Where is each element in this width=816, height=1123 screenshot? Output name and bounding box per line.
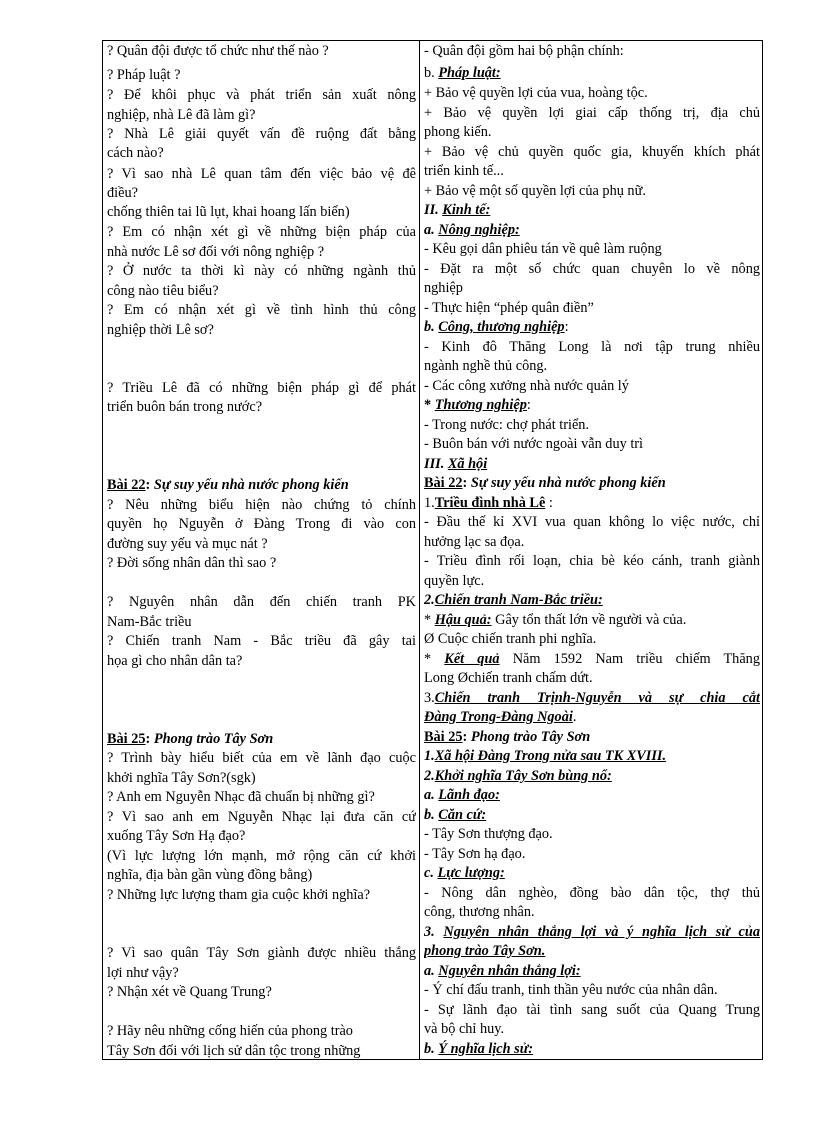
answer-line [424,181,760,201]
section-label: Lãnh đạo: [438,787,500,803]
line-text: cách nào? [107,145,164,161]
answer-line [424,824,760,844]
answer-line [424,259,760,279]
lesson-separator: : [462,729,471,745]
section-heading [424,610,760,630]
line-text: ? Em có nhận xét gì về những biện pháp của [107,224,416,240]
lesson-title: Sự suy yếu nhà nước phong kiến [153,477,349,493]
line-text: ? Vì sao anh em Nguyễn Nhạc lại đưa căn cứ [107,809,416,825]
question-line [107,65,416,85]
question-line [107,378,416,398]
line-text: ? Hãy nêu những cống hiến của phong trào [107,1023,353,1039]
question-line [107,826,416,846]
line-text: - Trong nước: chợ phát triển. [424,417,590,433]
section-label: Pháp luật: [438,65,501,81]
section-prefix: b. [424,807,439,823]
section-heading [424,1039,760,1059]
answer-line [424,1019,760,1039]
line-text: ? Chiến tranh Nam - Bắc triều đã gây tai [107,633,416,649]
line-text: ? Vì sao quân Tây Sơn giành được nhiều thắng [107,945,416,961]
section-prefix: II. [424,202,443,218]
question-line [107,143,416,163]
question-line [107,202,416,222]
section-heading [424,785,760,805]
line-text: Nam-Bắc triều [107,614,192,630]
line-text: + Bảo vệ một số quyền lợi của phụ nữ. [424,183,646,199]
question-line [107,85,416,105]
line-text: họa gì cho nhân dân ta? [107,653,243,669]
line-text: + Bảo vệ quyền lợi của vua, hoàng tộc. [424,85,648,101]
section-label: phong trào Tây Sơn. [424,943,546,959]
section-prefix: a. [424,963,439,979]
line-text: ? Nguyên nhân dẫn đến chiến tranh PK [107,594,416,610]
question-line [107,651,416,671]
question-line [107,612,416,632]
line-text: - Thực hiện “phép quân điền” [424,300,594,316]
line-text: hưởng lạc sa đọa. [424,534,525,550]
section-label: Khởi nghĩa Tây Sơn bùng nổ: [434,768,612,784]
section-suffix: Gây tổn thất lớn về người và của. [491,612,687,628]
section-label: Chiến tranh Trịnh-Nguyễn và sự chia cắt [434,690,760,706]
section-label: Đàng Trong-Đàng Ngoài [424,709,573,725]
question-line [107,748,416,768]
question-line [107,124,416,144]
section-label: Triều đình nhà Lê [434,495,546,511]
section-heading [424,493,760,513]
line-text: - Buôn bán với nước ngoài vẫn duy trì [424,436,644,452]
line-text: ? Để khôi phục và phát triển sản xuất nông [107,87,416,103]
question-line [107,495,416,515]
answer-line [424,122,760,142]
line-text: - Quân đội gồm hai bộ phận chính: [424,43,624,59]
question-line [107,787,416,807]
question-line [107,300,416,320]
question-line [107,397,416,417]
line-text: ? Nhà Lê giải quyết vấn đề ruộng đất bằng [107,126,416,142]
section-prefix: III. [424,456,448,472]
line-text: - Nông dân nghèo, đồng bào dân tộc, thợ thủ [424,885,760,901]
answer-line [424,883,760,903]
section-heading [424,454,760,474]
answer-line [424,415,760,435]
lesson-title: Phong trào Tây Sơn [153,731,274,747]
section-heading [424,590,760,610]
line-text: (Vì lực lượng lớn mạnh, mở rộng căn cứ khởi [107,848,416,864]
question-line [107,514,416,534]
question-line [107,222,416,242]
line-text: - Đầu thế kỉ XVI vua quan không lo việc nước, chỉ [424,514,760,530]
lesson-title: Phong trào Tây Sơn [470,729,591,745]
question-line [107,807,416,827]
answer-line [424,902,760,922]
line-text: - Kêu gọi dân phiêu tán về quê làm ruộng [424,241,662,257]
question-line [107,943,416,963]
line-text: nghiệp, nhà Lê đã làm gì? [107,107,256,123]
section-label: Nông nghiệp: [438,222,520,238]
section-prefix: * [424,612,435,628]
line-text: Long Øchiến tranh chấm dứt. [424,670,593,686]
line-text: ? Nhận xét về Quang Trung? [107,984,272,1000]
line-text: quyền lực. [424,573,485,589]
lesson-heading [107,475,416,495]
answer-line [424,512,760,532]
answer-line [424,337,760,357]
section-heading [424,317,760,337]
answer-line [424,629,760,649]
section-prefix: 2. [424,592,435,608]
line-text: công, thương nhân. [424,904,535,920]
section-prefix: 3. [424,690,435,706]
answers-column [419,41,763,1059]
question-line [107,982,416,1002]
lesson-number: Bài 25 [424,729,463,745]
line-text: - Ý chí đấu tranh, tinh thần yêu nước của nhân dân. [424,982,718,998]
section-prefix: 2. [424,768,435,784]
line-text: đường suy yếu và mục nát ? [107,536,268,552]
line-text: và bộ chỉ huy. [424,1021,505,1037]
line-text: Tây Sơn đối với lịch sử dân tộc trong những [107,1043,361,1059]
section-label: Căn cứ: [438,807,487,823]
answer-line [424,844,760,864]
line-text: Ø Cuộc chiến tranh phi nghĩa. [424,631,597,647]
section-label: Kết quả [444,651,500,667]
section-prefix: b. [424,1041,439,1057]
section-label: Lực lượng: [437,865,505,881]
line-text: + Bảo vệ quyền lợi giai cấp thống trị, địa chủ [424,105,760,121]
question-line [107,885,416,905]
section-heading [424,200,760,220]
question-line [107,164,416,184]
question-line [107,846,416,866]
line-text: ? Những lực lượng tham gia cuộc khởi nghĩa? [107,887,371,903]
section-heading [424,922,760,942]
answer-line [424,434,760,454]
line-text: phong kiến. [424,124,492,140]
line-text: - Các công xưởng nhà nước quản lý [424,378,629,394]
answer-line [424,532,760,552]
line-text: chống thiên tai lũ lụt, khai hoang lấn biển) [107,204,350,220]
question-line [107,1041,416,1061]
lesson-title: Sự suy yếu nhà nước phong kiến [470,475,666,491]
line-text: nghiệp thời Lê sơ? [107,322,214,338]
line-text: ? Nêu những biểu hiện nào chứng tỏ chính [107,497,416,513]
line-text: quyền họ Nguyễn ở Đàng Trong đi vào con [107,516,416,532]
line-text: ? Pháp luật ? [107,67,181,83]
line-text: + Bảo vệ chủ quyền quốc gia, khuyến khích phát [424,144,760,160]
section-label: Nguyên nhân thắng lợi: [438,963,581,979]
section-suffix: Năm 1592 Nam triều chiếm Thăng [499,651,760,667]
question-line [107,261,416,281]
question-line [107,320,416,340]
lesson-heading [107,729,416,749]
section-prefix: a. [424,222,439,238]
question-line [107,281,416,301]
line-text: ? Anh em Nguyễn Nhạc đã chuẩn bị những gì? [107,789,375,805]
question-line [107,242,416,262]
answer-line [424,356,760,376]
question-line [107,865,416,885]
lesson-number: Bài 22 [424,475,463,491]
section-prefix: 3. [424,924,444,940]
answer-line [424,551,760,571]
lesson-heading [424,727,760,747]
section-label: Nguyên nhân thắng lợi và ý nghĩa lịch sử của [443,924,760,940]
line-text: nghiệp [424,280,463,296]
lesson-heading [424,473,760,493]
line-text: - Tây Sơn thượng đạo. [424,826,553,842]
answer-line [424,239,760,259]
line-text: nghĩa, địa bàn gần vùng đồng bằng) [107,867,313,883]
line-text: - Đặt ra một số chức quan chuyên lo về nông [424,261,760,277]
lesson-number: Bài 25 [107,731,146,747]
section-heading [424,863,760,883]
question-line [107,534,416,554]
line-text: ? Em có nhận xét gì về tình hình thủ công [107,302,416,318]
section-suffix: : [526,397,531,413]
section-heading [424,766,760,786]
line-text: - Triều đình rối loạn, chia bè kéo cánh, tranh giành [424,553,760,569]
lesson-separator: : [462,475,471,491]
section-prefix: a. [424,787,439,803]
section-prefix: 1. [424,748,435,764]
question-line [107,592,416,612]
section-heading [424,649,760,669]
answer-line [424,142,760,162]
answer-line [424,668,760,688]
answer-line [424,298,760,318]
section-label: Công, thương nghiệp [438,319,565,335]
section-heading [424,220,760,240]
question-line [107,631,416,651]
line-text: - Tây Sơn hạ đạo. [424,846,526,862]
section-label: Xã hội Đàng Trong nửa sau TK XVIII. [434,748,667,764]
section-heading [424,688,760,708]
questions-column [103,41,419,1059]
section-prefix: b. [424,65,439,81]
line-text: - Sự lãnh đạo tài tình sang suốt của Quang Trung [424,1002,760,1018]
answer-line [424,980,760,1000]
question-line [107,963,416,983]
section-label: Hậu quả: [434,612,492,628]
section-prefix: b. [424,319,439,335]
line-text: triển buôn bán trong nước? [107,399,263,415]
lesson-number: Bài 22 [107,477,146,493]
section-label: Thương nghiệp [434,397,527,413]
line-text: ? Quân đội được tổ chức như thế nào ? [107,43,329,59]
line-text: nhà nước Lê sơ đối với nông nghiệp ? [107,244,325,260]
section-heading [424,707,760,727]
section-suffix: : [564,319,569,335]
answer-line [424,41,760,61]
section-label: Xã hội [447,456,488,472]
answer-line [424,1000,760,1020]
answer-line [424,571,760,591]
line-text: điều? [107,185,138,201]
line-text: xuống Tây Sơn Hạ đạo? [107,828,246,844]
line-text: ? Ở nước ta thời kì này có những ngành thủ [107,263,416,279]
answer-line [424,376,760,396]
section-label: Kinh tế: [442,202,491,218]
section-prefix: * [424,651,445,667]
section-prefix: * [424,397,435,413]
section-heading [424,63,760,83]
section-heading [424,746,760,766]
line-text: ? Đời sống nhân dân thì sao ? [107,555,277,571]
section-heading [424,941,760,961]
section-heading [424,805,760,825]
line-text: ? Trình bày hiểu biết của em về lãnh đạo cuộc [107,750,416,766]
section-prefix: c. [424,865,438,881]
question-line [107,105,416,125]
line-text: ? Triều Lê đã có những biện pháp gì để phát [107,380,416,396]
line-text: công nào tiêu biểu? [107,283,219,299]
question-line [107,41,416,61]
line-text: ? Vì sao nhà Lê quan tâm đến việc bảo vệ đê [107,166,416,182]
section-heading [424,395,760,415]
question-line [107,553,416,573]
lesson-separator: : [145,731,154,747]
answer-line [424,103,760,123]
section-heading [424,961,760,981]
line-text: lợi như vậy? [107,965,179,981]
section-label: Ý nghĩa lịch sử: [438,1041,534,1057]
lesson-separator: : [145,477,154,493]
section-suffix: : [545,495,553,511]
line-text: ngành nghề thủ công. [424,358,548,374]
answer-line [424,161,760,181]
answer-line [424,278,760,298]
question-line [107,1021,416,1041]
line-text: triển kinh tế... [424,163,504,179]
question-line [107,183,416,203]
section-label: Chiến tranh Nam-Bắc triều: [434,592,603,608]
question-line [107,768,416,788]
section-suffix: . [572,709,577,725]
section-prefix: 1. [424,495,435,511]
line-text: - Kinh đô Thăng Long là nơi tập trung nhiều [424,339,760,355]
outline-table [102,40,763,1060]
answer-line [424,83,760,103]
line-text: khởi nghĩa Tây Sơn?(sgk) [107,770,256,786]
